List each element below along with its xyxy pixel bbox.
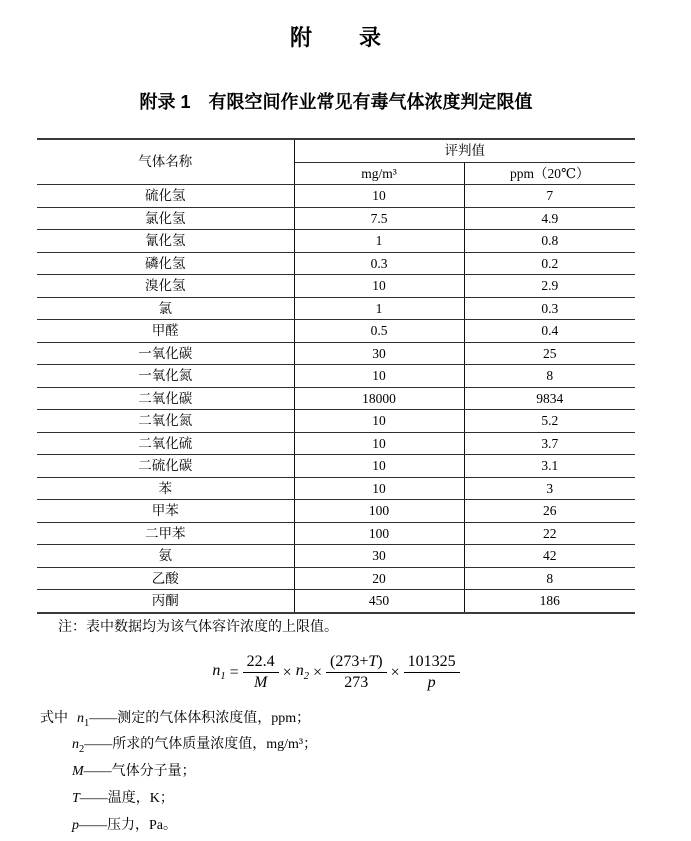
equals-sign: = [230, 664, 239, 682]
gas-name-cell: 丙酮 [37, 590, 294, 613]
gas-name-cell: 二氧化硫 [37, 432, 294, 455]
definition-text: ——压力，Pa。 [79, 818, 177, 833]
table-row [37, 207, 635, 230]
header-row-1 [37, 139, 635, 162]
table-row [37, 342, 635, 365]
gas-name-cell: 二氧化碳 [37, 387, 294, 410]
fraction-22-4-over-M: $\frac{22.4}{M}$ [243, 653, 279, 692]
times-sign: × [391, 664, 400, 682]
gas-name-cell: 乙酸 [37, 567, 294, 590]
table-note: 注：表中数据均为该气体容许浓度的上限值。 [58, 618, 635, 638]
table-row [37, 432, 635, 455]
mg-value-cell: 1 [294, 297, 464, 320]
header-mg-per-m3: mg/m³ [294, 162, 464, 185]
fraction-273-plus-T-over-273: $\frac{(273+T)}{273}$ [326, 653, 387, 692]
definition-text: ——气体分子量； [84, 764, 196, 779]
table-row [37, 320, 635, 343]
ppm-value-cell: 22 [464, 522, 635, 545]
ppm-value-cell: 0.2 [464, 252, 635, 275]
ppm-value-cell: 7 [464, 185, 635, 208]
ppm-value-cell: 0.4 [464, 320, 635, 343]
gas-name-cell: 氨 [37, 545, 294, 568]
mg-value-cell: 10 [294, 185, 464, 208]
times-sign: × [313, 664, 322, 682]
header-gas-name: 气体名称 [37, 139, 294, 185]
gas-name-cell: 甲醛 [37, 320, 294, 343]
table-row [37, 230, 635, 253]
table-row [37, 185, 635, 208]
symbol-n2: $n_2$ [72, 737, 84, 752]
definition-text: ——所求的气体质量浓度值，mg/m³； [84, 737, 317, 752]
table-row [37, 500, 635, 523]
table-row [37, 567, 635, 590]
ppm-value-cell: 186 [464, 590, 635, 613]
definition-line-T [37, 788, 635, 815]
mg-value-cell: 10 [294, 432, 464, 455]
times-sign: × [283, 664, 292, 682]
gas-name-cell: 氰化氢 [37, 230, 294, 253]
symbol-n1: $n_1$ [77, 711, 89, 726]
gas-name-cell: 二氧化氮 [37, 410, 294, 433]
mg-value-cell: 30 [294, 545, 464, 568]
mg-value-cell: 10 [294, 455, 464, 478]
mg-value-cell: 100 [294, 500, 464, 523]
mg-value-cell: 10 [294, 477, 464, 500]
mg-value-cell: 20 [294, 567, 464, 590]
fraction-101325-over-p: $\frac{101325}{p}$ [404, 653, 460, 692]
ppm-value-cell: 8 [464, 567, 635, 590]
ppm-value-cell: 5.2 [464, 410, 635, 433]
table-row [37, 410, 635, 433]
formula-definitions [37, 708, 635, 841]
appendix-1-title: 附录 1 有限空间作业常见有毒气体浓度判定限值 [37, 50, 635, 113]
table-row [37, 275, 635, 298]
mg-value-cell: 30 [294, 342, 464, 365]
gas-name-cell: 二甲苯 [37, 522, 294, 545]
mg-value-cell: 1 [294, 230, 464, 253]
definition-text: ——温度，K； [80, 791, 174, 806]
header-ppm-20c: ppm（20℃） [464, 162, 635, 185]
ppm-value-cell: 8 [464, 365, 635, 388]
formula-n2: $n_2$ [296, 662, 309, 682]
header-judgment-value: 评判值 [294, 139, 635, 162]
ppm-value-cell: 0.3 [464, 297, 635, 320]
ppm-value-cell: 9834 [464, 387, 635, 410]
conversion-formula [37, 649, 635, 697]
gas-name-cell: 氯 [37, 297, 294, 320]
definition-line-M [37, 761, 635, 788]
gas-name-cell: 二硫化碳 [37, 455, 294, 478]
mg-value-cell: 10 [294, 410, 464, 433]
ppm-value-cell: 25 [464, 342, 635, 365]
definition-text: ——测定的气体体积浓度值，ppm； [89, 711, 310, 726]
ppm-value-cell: 3 [464, 477, 635, 500]
table-row [37, 455, 635, 478]
gas-name-cell: 磷化氢 [37, 252, 294, 275]
symbol-T: T [72, 791, 80, 806]
mg-value-cell: 0.3 [294, 252, 464, 275]
ppm-value-cell: 4.9 [464, 207, 635, 230]
mg-value-cell: 0.5 [294, 320, 464, 343]
gas-name-cell: 甲苯 [37, 500, 294, 523]
gas-limits-table [37, 138, 635, 614]
gas-table-body [37, 185, 635, 613]
formula-expression [212, 649, 459, 697]
table-header [37, 139, 635, 185]
table-row [37, 545, 635, 568]
mg-value-cell: 450 [294, 590, 464, 613]
table-row [37, 477, 635, 500]
definition-line-n2 [37, 734, 635, 761]
mg-value-cell: 100 [294, 522, 464, 545]
gas-name-cell: 溴化氢 [37, 275, 294, 298]
table-row [37, 252, 635, 275]
ppm-value-cell: 3.7 [464, 432, 635, 455]
definitions-intro: 式中 [40, 711, 68, 726]
mg-value-cell: 18000 [294, 387, 464, 410]
table-row [37, 297, 635, 320]
definition-line-p [37, 815, 635, 841]
symbol-M: M [72, 764, 84, 779]
ppm-value-cell: 3.1 [464, 455, 635, 478]
ppm-value-cell: 26 [464, 500, 635, 523]
table-row [37, 590, 635, 613]
ppm-value-cell: 2.9 [464, 275, 635, 298]
gas-name-cell: 一氧化碳 [37, 342, 294, 365]
ppm-value-cell: 42 [464, 545, 635, 568]
gas-name-cell: 硫化氢 [37, 185, 294, 208]
table-row [37, 387, 635, 410]
page-title: 附 录 [37, 0, 635, 50]
mg-value-cell: 7.5 [294, 207, 464, 230]
mg-value-cell: 10 [294, 275, 464, 298]
gas-name-cell: 一氧化氮 [37, 365, 294, 388]
gas-name-cell: 苯 [37, 477, 294, 500]
mg-value-cell: 10 [294, 365, 464, 388]
content-area [37, 0, 635, 841]
formula-n1: $n_1$ [212, 662, 225, 682]
ppm-value-cell: 0.8 [464, 230, 635, 253]
definition-line-n1 [37, 708, 635, 735]
table-row [37, 522, 635, 545]
symbol-p: p [72, 818, 79, 833]
table-row [37, 365, 635, 388]
gas-name-cell: 氯化氢 [37, 207, 294, 230]
